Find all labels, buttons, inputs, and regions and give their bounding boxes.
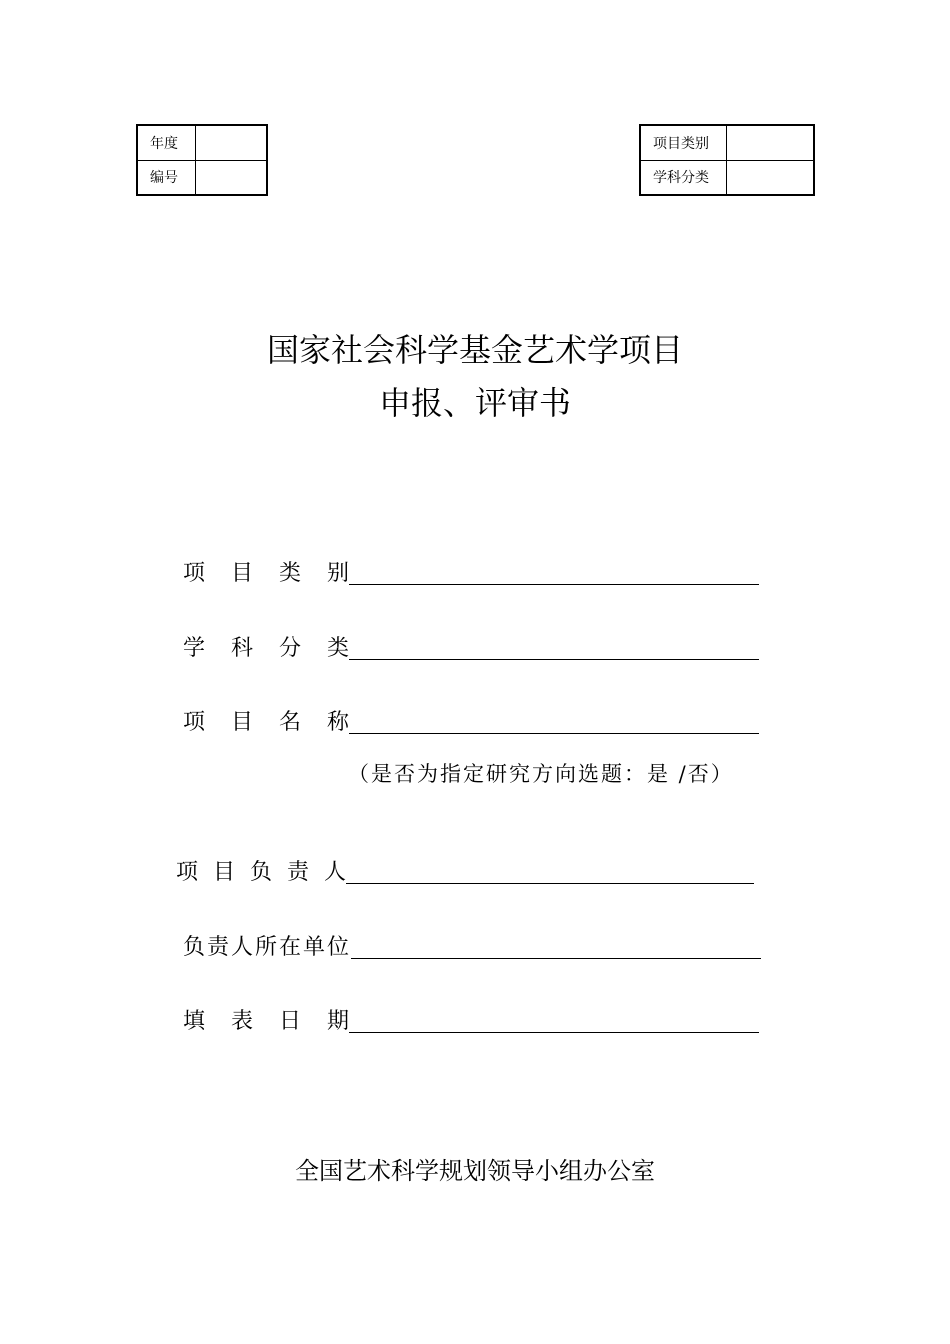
project-category-value-cell[interactable] bbox=[726, 125, 814, 160]
field-discipline-label: 学科分类 bbox=[183, 636, 350, 661]
field-principal-unit-blank[interactable] bbox=[351, 936, 761, 959]
field-project-name bbox=[183, 709, 759, 737]
number-label: 编号 bbox=[137, 160, 195, 195]
document-title: 国家社会科学基金艺术学项目 bbox=[266, 331, 683, 369]
field-discipline bbox=[183, 635, 759, 663]
field-project-category-label: 项目类别 bbox=[183, 561, 350, 586]
discipline-label: 学科分类 bbox=[640, 160, 726, 195]
field-project-category-blank[interactable] bbox=[349, 562, 759, 585]
designated-direction-note: （是否为指定研究方向选题：是 /否） bbox=[348, 762, 734, 786]
field-project-name-blank[interactable] bbox=[349, 711, 759, 734]
field-project-category bbox=[183, 560, 759, 588]
year-value-cell[interactable] bbox=[195, 125, 267, 160]
meta-table-right bbox=[639, 124, 815, 196]
project-category-label: 项目类别 bbox=[640, 125, 726, 160]
field-discipline-blank[interactable] bbox=[349, 637, 759, 660]
field-principal-label: 项目负责人 bbox=[176, 860, 347, 885]
year-label: 年度 bbox=[137, 125, 195, 160]
meta-row-project-category bbox=[640, 125, 814, 160]
meta-row-year bbox=[137, 125, 267, 160]
field-fill-date-label: 填表日期 bbox=[183, 1009, 350, 1034]
field-fill-date bbox=[183, 1008, 759, 1036]
document-subtitle: 申报、评审书 bbox=[378, 384, 571, 422]
field-principal-blank[interactable] bbox=[346, 861, 754, 884]
field-principal-unit bbox=[183, 934, 761, 962]
number-value-cell[interactable] bbox=[195, 160, 267, 195]
field-principal-unit-label: 负责人所在单位 bbox=[183, 935, 352, 960]
meta-row-discipline bbox=[640, 160, 814, 195]
field-project-name-label: 项目名称 bbox=[183, 710, 350, 735]
meta-table-left bbox=[136, 124, 268, 196]
discipline-value-cell[interactable] bbox=[726, 160, 814, 195]
meta-row-number bbox=[137, 160, 267, 195]
issuer-footer: 全国艺术科学规划领导小组办公室 bbox=[295, 1157, 655, 1185]
field-principal bbox=[176, 859, 754, 887]
field-fill-date-blank[interactable] bbox=[349, 1010, 759, 1033]
